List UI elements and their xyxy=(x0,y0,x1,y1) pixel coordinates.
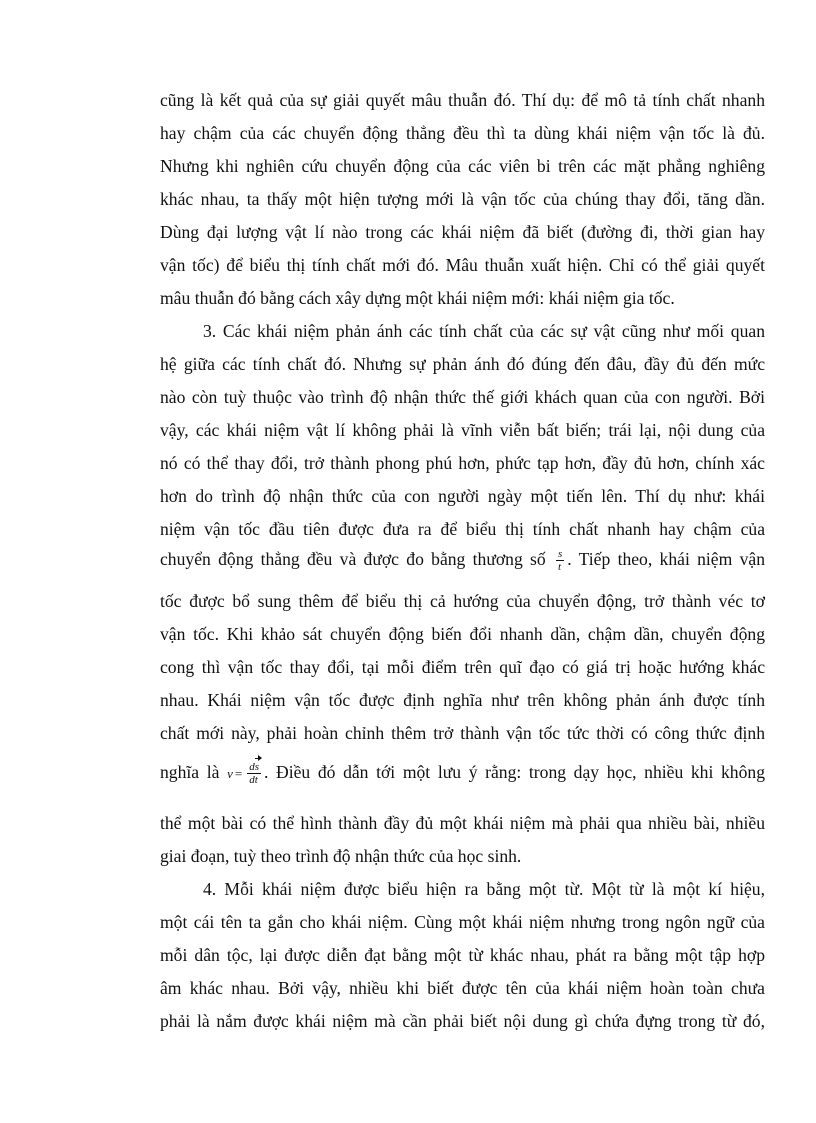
text-line: Dùng đại lượng vật lí nào trong các khái niệm đã biết (đường đi, thời gian hay xyxy=(160,222,765,242)
text-line: cũng là kết quả của sự giải quyết mâu thuẫn đó. Thí dụ: để mô tả tính chất nhanh xyxy=(160,90,765,110)
text-line: niệm vận tốc đầu tiên được đưa ra để biểu thị tính chất nhanh hay chậm của xyxy=(160,519,765,539)
text-line: Nhưng khi nghiên cứu chuyển động của các viên bi trên các mặt phẳng nghiêng xyxy=(160,156,765,176)
speed-ratio-line: chuyển động thẳng đều và được đo bằng thương số $\frac{s}{t}$ . Tiếp theo, khái niệm vận xyxy=(160,548,765,574)
text-line: mỗi dân tộc, lại được diễn đạt bằng một từ khác nhau, phát ra bằng một tập hợp xyxy=(160,945,765,965)
text-line: một cái tên ta gắn cho khái niệm. Cùng một khái niệm nhưng trong ngôn ngữ của xyxy=(160,912,765,932)
paragraph-3-start: 3. Các khái niệm phản ánh các tính chất của các sự vật cũng như mối quan xyxy=(203,321,765,341)
text-line: chất mới này, phải hoàn chỉnh thêm trở thành vận tốc tức thời có công thức định xyxy=(160,723,765,743)
text-line: hay chậm của các chuyển động thẳng đều thì ta dùng khái niệm vận tốc là đủ. xyxy=(160,123,765,143)
ds-over-dt-fraction: $\frac{ds}{dt}$ xyxy=(249,761,259,787)
text-line: vận tốc. Khi khảo sát chuyển động biến đổi nhanh dần, chậm dần, chuyển động xyxy=(160,624,765,644)
text-line: nhau. Khái niệm vận tốc được định nghĩa như trên không phản ánh được tính xyxy=(160,690,765,710)
text-line: nó có thể thay đổi, trở thành phong phú hơn, phức tạp hơn, đầy đủ hơn, chính xác xyxy=(160,453,765,473)
text-line: vậy, các khái niệm vật lí không phải là vĩnh viễn bất biến; trái lại, nội dung của xyxy=(160,420,765,440)
text-line: tốc được bổ sung thêm để biểu thị cả hướng của chuyển động, trở thành véc tơ xyxy=(160,591,765,611)
displacement-vector: s xyxy=(254,761,259,774)
text-line: nào còn tuỳ thuộc vào trình độ nhận thức thế giới khách quan của con người. Bởi xyxy=(160,387,765,407)
text-line: thể một bài có thể hình thành đầy đủ một khái niệm mà phải qua nhiều bài, nhiều xyxy=(160,813,765,833)
text-line: giai đoạn, tuỳ theo trình độ nhận thức của học sinh. xyxy=(160,846,522,866)
text-line: khác nhau, ta thấy một hiện tượng mới là vận tốc của chúng thay đổi, tăng dần. xyxy=(160,189,765,209)
text-line: phải là nắm được khái niệm mà cần phải biết nội dung gì chứa đựng trong từ đó, xyxy=(160,1011,765,1031)
text-line: vận tốc) để biểu thị tính chất mới đó. Mâu thuẫn xuất hiện. Chỉ có thể giải quyết xyxy=(160,255,765,275)
s-over-t-fraction: $\frac{s}{t}$ xyxy=(558,548,563,574)
text-line: âm khác nhau. Bởi vậy, nhiều khi biết được tên của khái niệm hoàn toàn chưa xyxy=(160,978,765,998)
text-line: hơn do trình độ nhận thức của con người ngày một tiến lên. Thí dụ như: khái xyxy=(160,486,765,506)
velocity-formula-line: nghĩa là v = $\frac{ds}{dt}$ . Điều đó dẫn tới một lưu ý rằng: trong dạy học, nhiều khi không xyxy=(160,761,765,787)
paragraph-4-start: 4. Mỗi khái niệm được biểu hiện ra bằng một từ. Một từ là một kí hiệu, xyxy=(203,879,765,899)
velocity-symbol: v xyxy=(227,766,233,781)
text-line: cong thì vận tốc thay đổi, tại mỗi điểm trên quĩ đạo có giá trị hoặc hướng khác xyxy=(160,657,765,677)
text-line: hệ giữa các tính chất đó. Nhưng sự phản ánh đó đúng đến đâu, đầy đủ đến mức xyxy=(160,354,765,374)
text-line: mâu thuẫn đó bằng cách xây dựng một khái niệm mới: khái niệm gia tốc. xyxy=(160,288,675,308)
